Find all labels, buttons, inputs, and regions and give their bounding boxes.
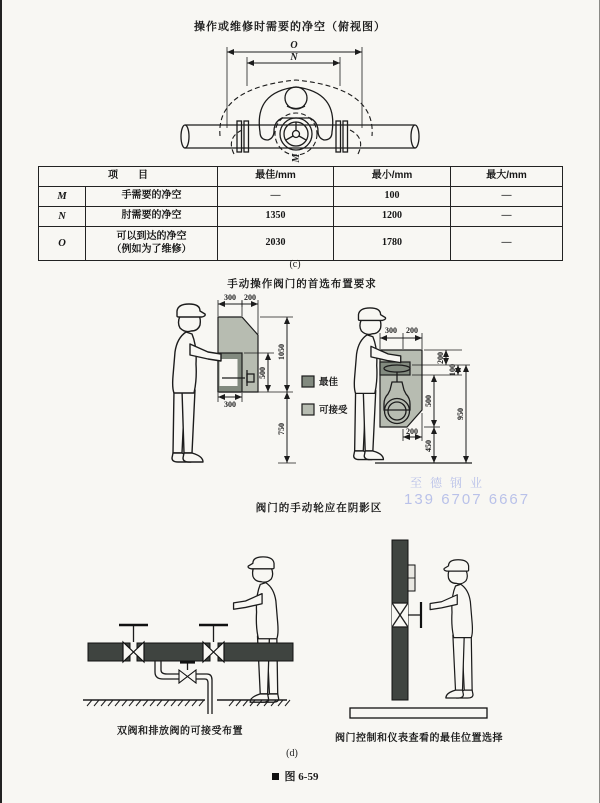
dimension-m-label: M	[291, 153, 302, 163]
header-max: 最大/mm	[451, 167, 563, 187]
figure-number-row	[0, 768, 590, 784]
legend	[302, 376, 348, 416]
legend-swatch-best	[302, 376, 314, 387]
caption-bottom-left: 双阀和排放阀的可接受布置	[117, 726, 243, 737]
header-item: 项 目	[39, 167, 218, 187]
dim-1050-left: 1050	[277, 344, 286, 360]
dim-300-top-left: 300	[224, 293, 236, 302]
watermark-name: 至德钢业	[410, 476, 491, 490]
legend-swatch-acceptable	[302, 404, 314, 415]
row-o-line1: 可以到达的净空	[116, 231, 187, 242]
dim-500-left: 500	[258, 367, 267, 379]
dim-300-bottom-left: 300	[224, 400, 236, 409]
dim-750-left: 750	[277, 423, 286, 435]
dim-500-right: 500	[424, 395, 433, 407]
valve-1	[119, 625, 148, 662]
worker-head	[285, 87, 307, 109]
caption-bottom-right: 阀门控制和仪表查看的最佳位置选择	[335, 733, 503, 744]
worker-figure-bottom-left	[234, 557, 279, 702]
bottom-diagrams	[60, 530, 540, 725]
table-header-row	[39, 167, 563, 187]
table-row-o: O 可以到达的净空 （例如为了维修） 2030 1780 —	[39, 227, 563, 261]
watermark-phone: 139 6707 6667	[404, 491, 531, 508]
dim-200-bottom-right: 200	[406, 427, 418, 436]
table-row-m: M 手需要的净空 — 100 —	[39, 187, 563, 207]
figure-bullet-icon	[272, 773, 279, 780]
dimension-o-label: O	[290, 40, 298, 51]
header-min: 最小/mm	[334, 167, 451, 187]
sublabel-d: (d)	[286, 748, 298, 759]
legend-label-acceptable: 可接受	[319, 405, 348, 416]
dim-200-top-right: 200	[406, 326, 418, 335]
ground-platform	[350, 708, 487, 718]
table-row-n: N 肘需要的净空 1350 1200 —	[39, 207, 563, 227]
dim-100-right: 100	[448, 364, 457, 376]
pipe-valve	[392, 602, 421, 628]
clearance-table	[38, 166, 563, 261]
scan-edge-left	[0, 0, 2, 803]
dimension-n-label: N	[290, 52, 298, 63]
gauge-instrument	[408, 565, 415, 591]
dim-950-right: 950	[456, 408, 465, 420]
legend-label-best: 最佳	[319, 377, 339, 388]
hand-cutout	[220, 359, 238, 386]
top-view-diagram	[170, 36, 430, 168]
worker-figure-left	[172, 304, 221, 462]
valve-handwheel-icon	[275, 113, 317, 155]
middle-section-title: 手动操作阀门的首选布置要求	[227, 278, 377, 290]
dim-450-right: 450	[424, 440, 433, 452]
sublabel-c: (c)	[289, 259, 301, 270]
drain-valve	[179, 670, 196, 683]
row-o-line2: （例如为了维修）	[111, 243, 192, 255]
insulated-pipe	[88, 643, 293, 661]
page-title: 操作或维修时需要的净空（俯视图）	[194, 21, 386, 33]
valve-2	[199, 625, 228, 662]
valve-placement-diagram	[150, 290, 480, 480]
dim-300-top-right: 300	[385, 326, 397, 335]
worker-figure-bottom-right	[430, 560, 473, 698]
header-best: 最佳/mm	[218, 167, 334, 187]
dim-200-top-left: 200	[244, 293, 256, 302]
figure-number: 图 6-59	[284, 771, 319, 783]
dim-200-right: 200	[436, 352, 445, 364]
handwheel-caption: 阀门的手动轮应在阴影区	[255, 502, 383, 514]
drain-pipe	[155, 661, 212, 714]
